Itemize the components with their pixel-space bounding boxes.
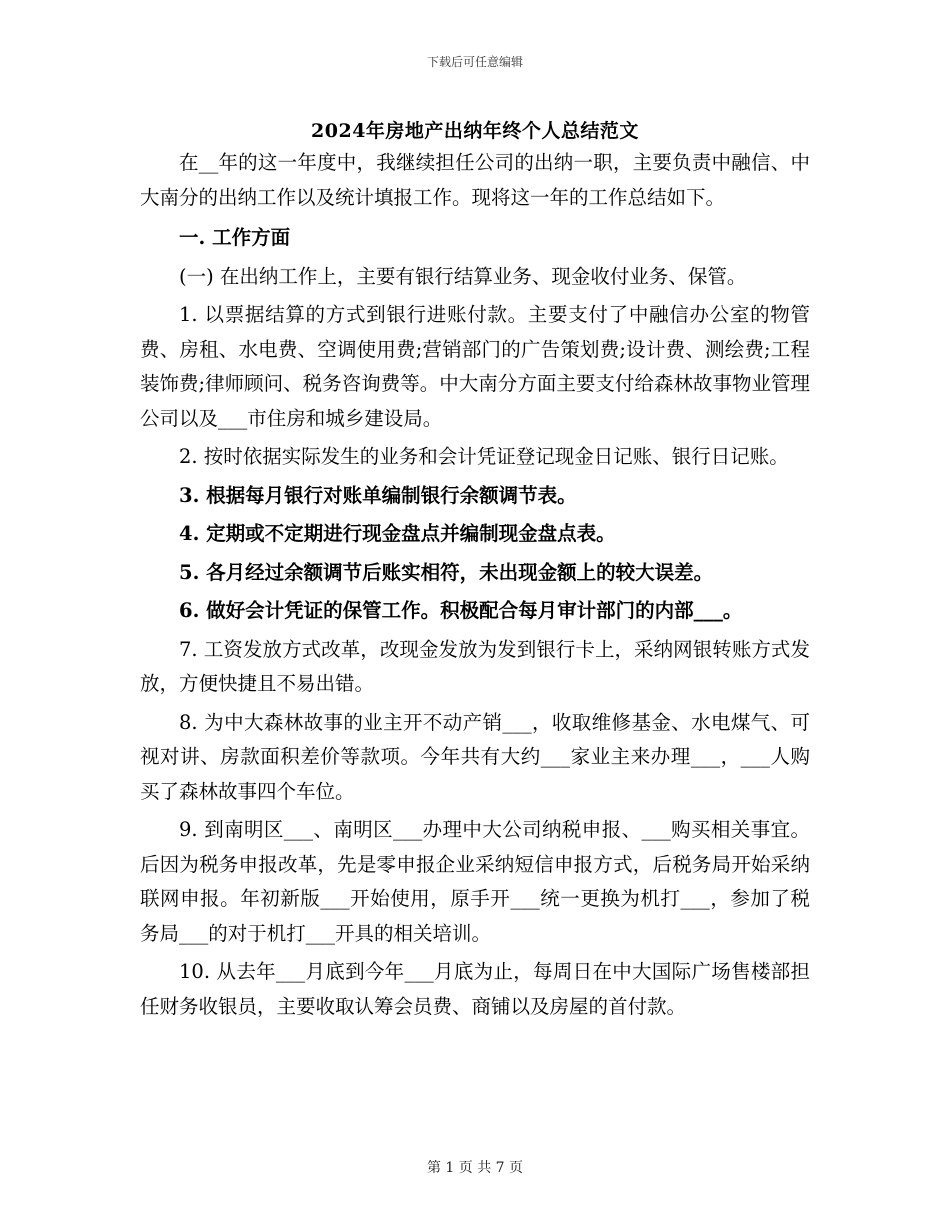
paragraph-item-6: 6. 做好会计凭证的保管工作。积极配合每月审计部门的内部___。 xyxy=(179,599,743,622)
paragraph-item-8: 8. 为中大森林故事的业主开不动产销___，收取维修基金、水电煤气、可视对讲、房款面积差价等款项。今年共有大约___家业主来办理___，___人购买了森林故事四个车位。 xyxy=(140,710,810,803)
document-body xyxy=(140,146,810,1024)
paragraph-item-9: 9. 到南明区___、南明区___办理中大公司纳税申报、___购买相关事宜。后因为税务申报改革，先是零申报企业采纳短信申报方式，后税务局开始采纳联网申报。年初新版___开始使用，原手开___统一更换为机打___，参加了税务局___的对于机打___开具的相关培训。 xyxy=(140,818,810,945)
page-footer: 第 1 页 共 7 页 xyxy=(426,1160,524,1176)
document-title: 2024年房地产出纳年终个人总结范文 xyxy=(311,120,639,142)
paragraph-item-4: 4. 定期或不定期进行现金盘点并编制现金盘点表。 xyxy=(179,522,616,545)
paragraph-cashier-overview: (一) 在出纳工作上，主要有银行结算业务、现金收付业务、保管。 xyxy=(179,264,747,288)
paragraph-item-2: 2. 按时依据实际发生的业务和会计凭证登记现金日记账、银行日记账。 xyxy=(179,445,789,468)
paragraph-item-1: 1. 以票据结算的方式到银行进账付款。主要支付了中融信办公室的物管费、房租、水电费、空调使用费;营销部门的广告策划费;设计费、测绘费;工程装饰费;律师顾问、税务咨询费等。中大南分方面主要支付给森林故事物业管理公司以及___市住房和城乡建设局。 xyxy=(140,303,810,430)
paragraph-item-5: 5. 各月经过余额调节后账实相符，未出现金额上的较大误差。 xyxy=(179,560,714,584)
section-heading-work: 一. 工作方面 xyxy=(179,226,291,249)
paragraph-intro: 在__年的这一年度中，我继续担任公司的出纳一职，主要负责中融信、中大南分的出纳工作以及统计填报工作。现将这一年的工作总结如下。 xyxy=(140,151,810,209)
header-note: 下载后可任意编辑 xyxy=(426,55,523,69)
paragraph-item-3: 3. 根据每月银行对账单编制银行余额调节表。 xyxy=(179,483,577,507)
paragraph-item-7: 7. 工资发放方式改革，改现金发放为发到银行卡上，采纳网银转账方式发放，方便快捷且不易出错。 xyxy=(140,637,810,695)
paragraph-item-10: 10. 从去年___月底到今年___月底为止，每周日在中大国际广场售楼部担任财务收银员，主要收取认筹会员费、商铺以及房屋的首付款。 xyxy=(140,960,810,1018)
